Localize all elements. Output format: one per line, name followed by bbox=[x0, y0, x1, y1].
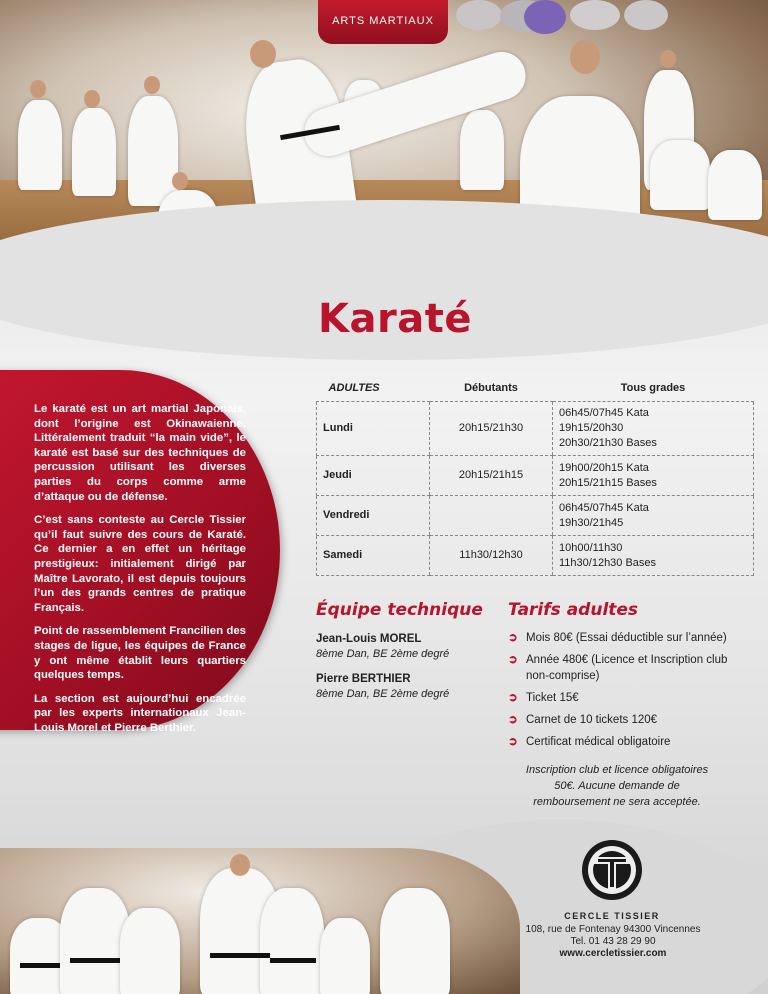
schedule-debutants: 20h15/21h30 bbox=[430, 402, 553, 456]
schedule-debutants: 11h30/12h30 bbox=[430, 536, 553, 576]
tarifs-note: Inscription club et licence obligatoires 50€. Aucune demande de remboursement ne sera acceptée. bbox=[525, 764, 709, 808]
club-address: 108, rue de Fontenay 94300 Vincennes bbox=[525, 924, 701, 935]
schedule-tous-grades: 06h45/07h45 Kata 19h30/21h45 bbox=[553, 496, 754, 536]
arrow-right-icon: ➲ bbox=[508, 736, 518, 748]
arrow-right-icon: ➲ bbox=[508, 714, 518, 726]
tarifs-list bbox=[508, 630, 748, 756]
team-list bbox=[316, 632, 496, 712]
intro-paragraph: La section est aujourd’hui encadrée par les experts internationaux Jean-Louis Morel et Pierre Berthier. bbox=[34, 692, 246, 734]
schedule-debutants bbox=[430, 496, 553, 536]
schedule-day: Lundi bbox=[317, 402, 430, 456]
club-address-block bbox=[520, 924, 706, 960]
section-tab: ARTS MARTIAUX bbox=[318, 0, 448, 44]
list-item: ➲ Année 480€ (Licence et Inscription club non-comprise) bbox=[508, 654, 728, 682]
intro-paragraph: Point de rassemblement Francilien des stages de ligue, les équipes de France y ont même établit leurs quartiers quelques temps. bbox=[34, 625, 246, 682]
schedule-debutants: 20h15/21h15 bbox=[430, 456, 553, 496]
schedule-day: Vendredi bbox=[317, 496, 430, 536]
team-member-grade: 8ème Dan, BE 2ème degré bbox=[316, 648, 450, 660]
club-name: CERCLE TISSIER bbox=[564, 911, 660, 921]
team-member-grade: 8ème Dan, BE 2ème degré bbox=[316, 688, 450, 700]
table-row bbox=[317, 402, 754, 456]
page-title: Karaté bbox=[318, 296, 472, 342]
arrow-right-icon: ➲ bbox=[508, 692, 518, 704]
schedule-day: Jeudi bbox=[317, 456, 430, 496]
team-heading: Équipe technique bbox=[316, 600, 483, 620]
list-item: ➲ Mois 80€ (Essai déductible sur l’année) bbox=[508, 632, 727, 644]
schedule-tous-grades: 06h45/07h45 Kata 19h15/20h30 20h30/21h30 Bases bbox=[553, 402, 754, 456]
table-row bbox=[317, 536, 754, 576]
arrow-right-icon: ➲ bbox=[508, 632, 518, 644]
team-member-name: Jean-Louis MOREL bbox=[316, 633, 422, 645]
schedule-header-adultes: ADULTES bbox=[317, 375, 430, 402]
schedule-tous-grades: 19h00/20h15 Kata 20h15/21h15 Bases bbox=[553, 456, 754, 496]
list-item: ➲ Carnet de 10 tickets 120€ bbox=[508, 714, 658, 726]
schedule-header-tous-grades: Tous grades bbox=[553, 375, 754, 402]
club-website[interactable]: www.cercletissier.com bbox=[559, 948, 667, 959]
list-item: ➲ Certificat médical obligatoire bbox=[508, 736, 671, 748]
table-row bbox=[317, 456, 754, 496]
table-row bbox=[317, 496, 754, 536]
cercle-tissier-logo bbox=[580, 838, 644, 902]
intro-text bbox=[34, 402, 246, 744]
intro-paragraph: Le karaté est un art martial Japonais, dont l’origine est Okinawaienne. Littéralement traduit “la main vide”, le karaté est basé sur des techniques de percussion utilisant les diverses parties du corps comme arme d’attaque ou de défense. bbox=[34, 403, 246, 503]
intro-paragraph: C’est sans conteste au Cercle Tissier qu’il faut suivre des cours de Karaté. Ce dernier a en effet un héritage prestigieux: initialement dirigé par Maître Lavorato, il est depuis toujours l’un des grands centres de pratique Français. bbox=[34, 514, 246, 614]
schedule-table bbox=[316, 375, 754, 576]
club-phone: Tel. 01 43 28 29 90 bbox=[570, 936, 656, 947]
arrow-right-icon: ➲ bbox=[508, 654, 518, 666]
tarifs-heading: Tarifs adultes bbox=[508, 600, 639, 620]
team-member-name: Pierre BERTHIER bbox=[316, 673, 411, 685]
schedule-header-debutants: Débutants bbox=[430, 375, 553, 402]
schedule-tous-grades: 10h00/11h30 11h30/12h30 Bases bbox=[553, 536, 754, 576]
schedule-day: Samedi bbox=[317, 536, 430, 576]
bottom-photo bbox=[0, 848, 520, 994]
list-item: ➲ Ticket 15€ bbox=[508, 692, 579, 704]
